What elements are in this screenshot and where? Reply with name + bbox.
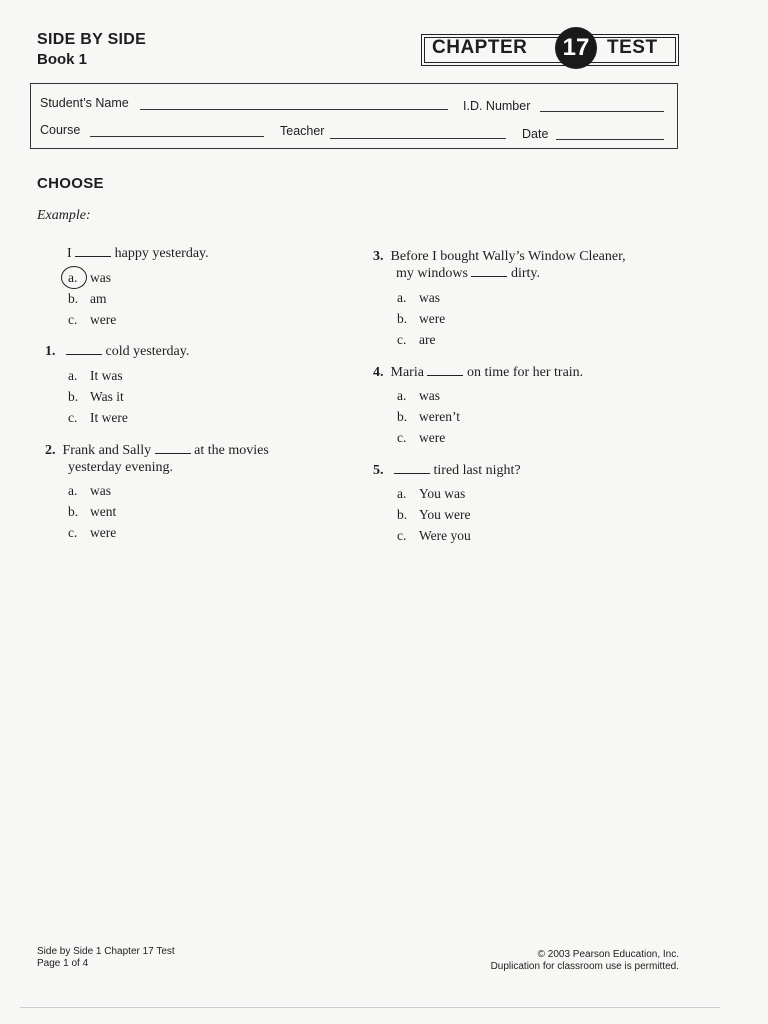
option-text: It were (90, 410, 128, 425)
example-question (67, 245, 209, 262)
footer-right (491, 949, 679, 973)
option-text: You were (419, 507, 471, 522)
question-text-3: dirty. (510, 266, 540, 281)
course-label: Course (40, 123, 81, 137)
id-number-field[interactable] (540, 111, 664, 112)
answer-blank (427, 364, 463, 376)
q2-option-c[interactable] (68, 525, 116, 541)
example-option-a[interactable] (68, 270, 111, 286)
q1-option-a[interactable] (68, 368, 123, 384)
option-letter: b. (397, 311, 408, 326)
question-text-2: on time for her train. (466, 365, 584, 380)
series-title: SIDE BY SIDE (37, 31, 147, 48)
option-letter: b. (68, 504, 79, 519)
q1-option-c[interactable] (68, 410, 128, 426)
option-text: was (90, 270, 111, 285)
q1-option-b[interactable] (68, 389, 124, 405)
option-letter: a. (68, 368, 78, 383)
option-letter: b. (397, 409, 408, 424)
option-letter: c. (68, 525, 78, 540)
chapter-number-badge: 17 (555, 27, 597, 69)
option-letter: a. (397, 290, 407, 305)
q3-option-a[interactable] (397, 290, 440, 306)
option-text: It was (90, 368, 123, 383)
option-letter: b. (68, 291, 79, 306)
example-option-b[interactable] (68, 291, 107, 307)
option-text: were (419, 311, 446, 326)
footer-copyright: © 2003 Pearson Education, Inc. (537, 949, 679, 960)
id-number-label: I.D. Number (463, 99, 531, 113)
q3-option-c[interactable] (397, 332, 435, 348)
question-number: 4. (373, 365, 384, 380)
option-letter: c. (68, 312, 78, 327)
option-text: were (419, 430, 446, 445)
section-title: CHOOSE (37, 175, 104, 192)
option-text: You was (419, 486, 466, 501)
example-post: happy yesterday. (114, 246, 209, 261)
option-text: Was it (90, 389, 124, 404)
question-text: cold yesterday. (105, 344, 190, 359)
question-number: 5. (373, 463, 384, 478)
question-number: 1. (45, 344, 56, 359)
option-text: are (419, 332, 436, 347)
option-text: were (90, 525, 117, 540)
question-3 (373, 248, 626, 265)
answer-blank (75, 245, 111, 257)
footer-permission: Duplication for classroom use is permitted. (490, 961, 679, 972)
option-letter: a. (397, 486, 407, 501)
q5-option-c[interactable] (397, 528, 471, 544)
question-number: 2. (45, 443, 56, 458)
student-name-field[interactable] (140, 109, 448, 110)
option-letter: b. (68, 389, 79, 404)
q3-option-b[interactable] (397, 311, 445, 327)
question-5 (373, 462, 521, 479)
option-letter: c. (397, 528, 407, 543)
footer-test-name: Side by Side 1 Chapter 17 Test (37, 946, 175, 957)
page-bottom-edge (20, 1007, 720, 1008)
question-text: Before I bought Wally’s Window Cleaner, (390, 249, 626, 264)
test-word: TEST (607, 37, 658, 58)
option-letter: c. (397, 430, 407, 445)
answer-blank (66, 343, 102, 355)
answer-blank (394, 462, 430, 474)
course-field[interactable] (90, 136, 264, 137)
question-text: Maria (390, 365, 424, 380)
option-letter: c. (397, 332, 407, 347)
question-text-2: at the movies (194, 443, 269, 458)
option-letter: b. (397, 507, 408, 522)
student-name-label: Student’s Name (40, 96, 129, 110)
option-text: were (90, 312, 117, 327)
example-option-c[interactable] (68, 312, 116, 328)
date-label: Date (522, 127, 549, 141)
option-letter: a. (68, 270, 78, 285)
teacher-label: Teacher (280, 124, 325, 138)
book-label: Book 1 (37, 51, 88, 68)
option-text: was (419, 290, 440, 305)
q2-option-b[interactable] (68, 504, 116, 520)
option-text: was (419, 388, 440, 403)
q4-option-a[interactable] (397, 388, 440, 404)
q2-option-a[interactable] (68, 483, 111, 499)
example-label: Example: (37, 208, 91, 223)
answer-blank (471, 265, 507, 277)
chapter-word: CHAPTER (432, 37, 528, 58)
q4-option-b[interactable] (397, 409, 460, 425)
question-3-line2 (396, 265, 540, 282)
footer-page-number: Page 1 of 4 (37, 958, 89, 969)
question-text: tired last night? (433, 463, 521, 478)
question-2-line2: yesterday evening. (68, 460, 173, 475)
option-letter: a. (397, 388, 407, 403)
option-text: am (90, 291, 107, 306)
option-text: weren’t (419, 409, 460, 424)
option-text: was (90, 483, 111, 498)
teacher-field[interactable] (330, 138, 506, 139)
option-letter: a. (68, 483, 78, 498)
date-field[interactable] (556, 139, 664, 140)
option-text: Were you (419, 528, 471, 543)
question-text: Frank and Sally (62, 443, 152, 458)
q5-option-a[interactable] (397, 486, 465, 502)
question-text-2: my windows (396, 266, 468, 281)
option-text: went (90, 504, 117, 519)
q5-option-b[interactable] (397, 507, 471, 523)
question-number: 3. (373, 249, 384, 264)
option-letter: c. (68, 410, 78, 425)
answer-blank (155, 442, 191, 454)
question-2 (45, 442, 269, 459)
question-4 (373, 364, 583, 381)
q4-option-c[interactable] (397, 430, 445, 446)
footer-left (37, 946, 175, 970)
example-pre: I (67, 246, 72, 261)
question-1 (45, 343, 189, 360)
